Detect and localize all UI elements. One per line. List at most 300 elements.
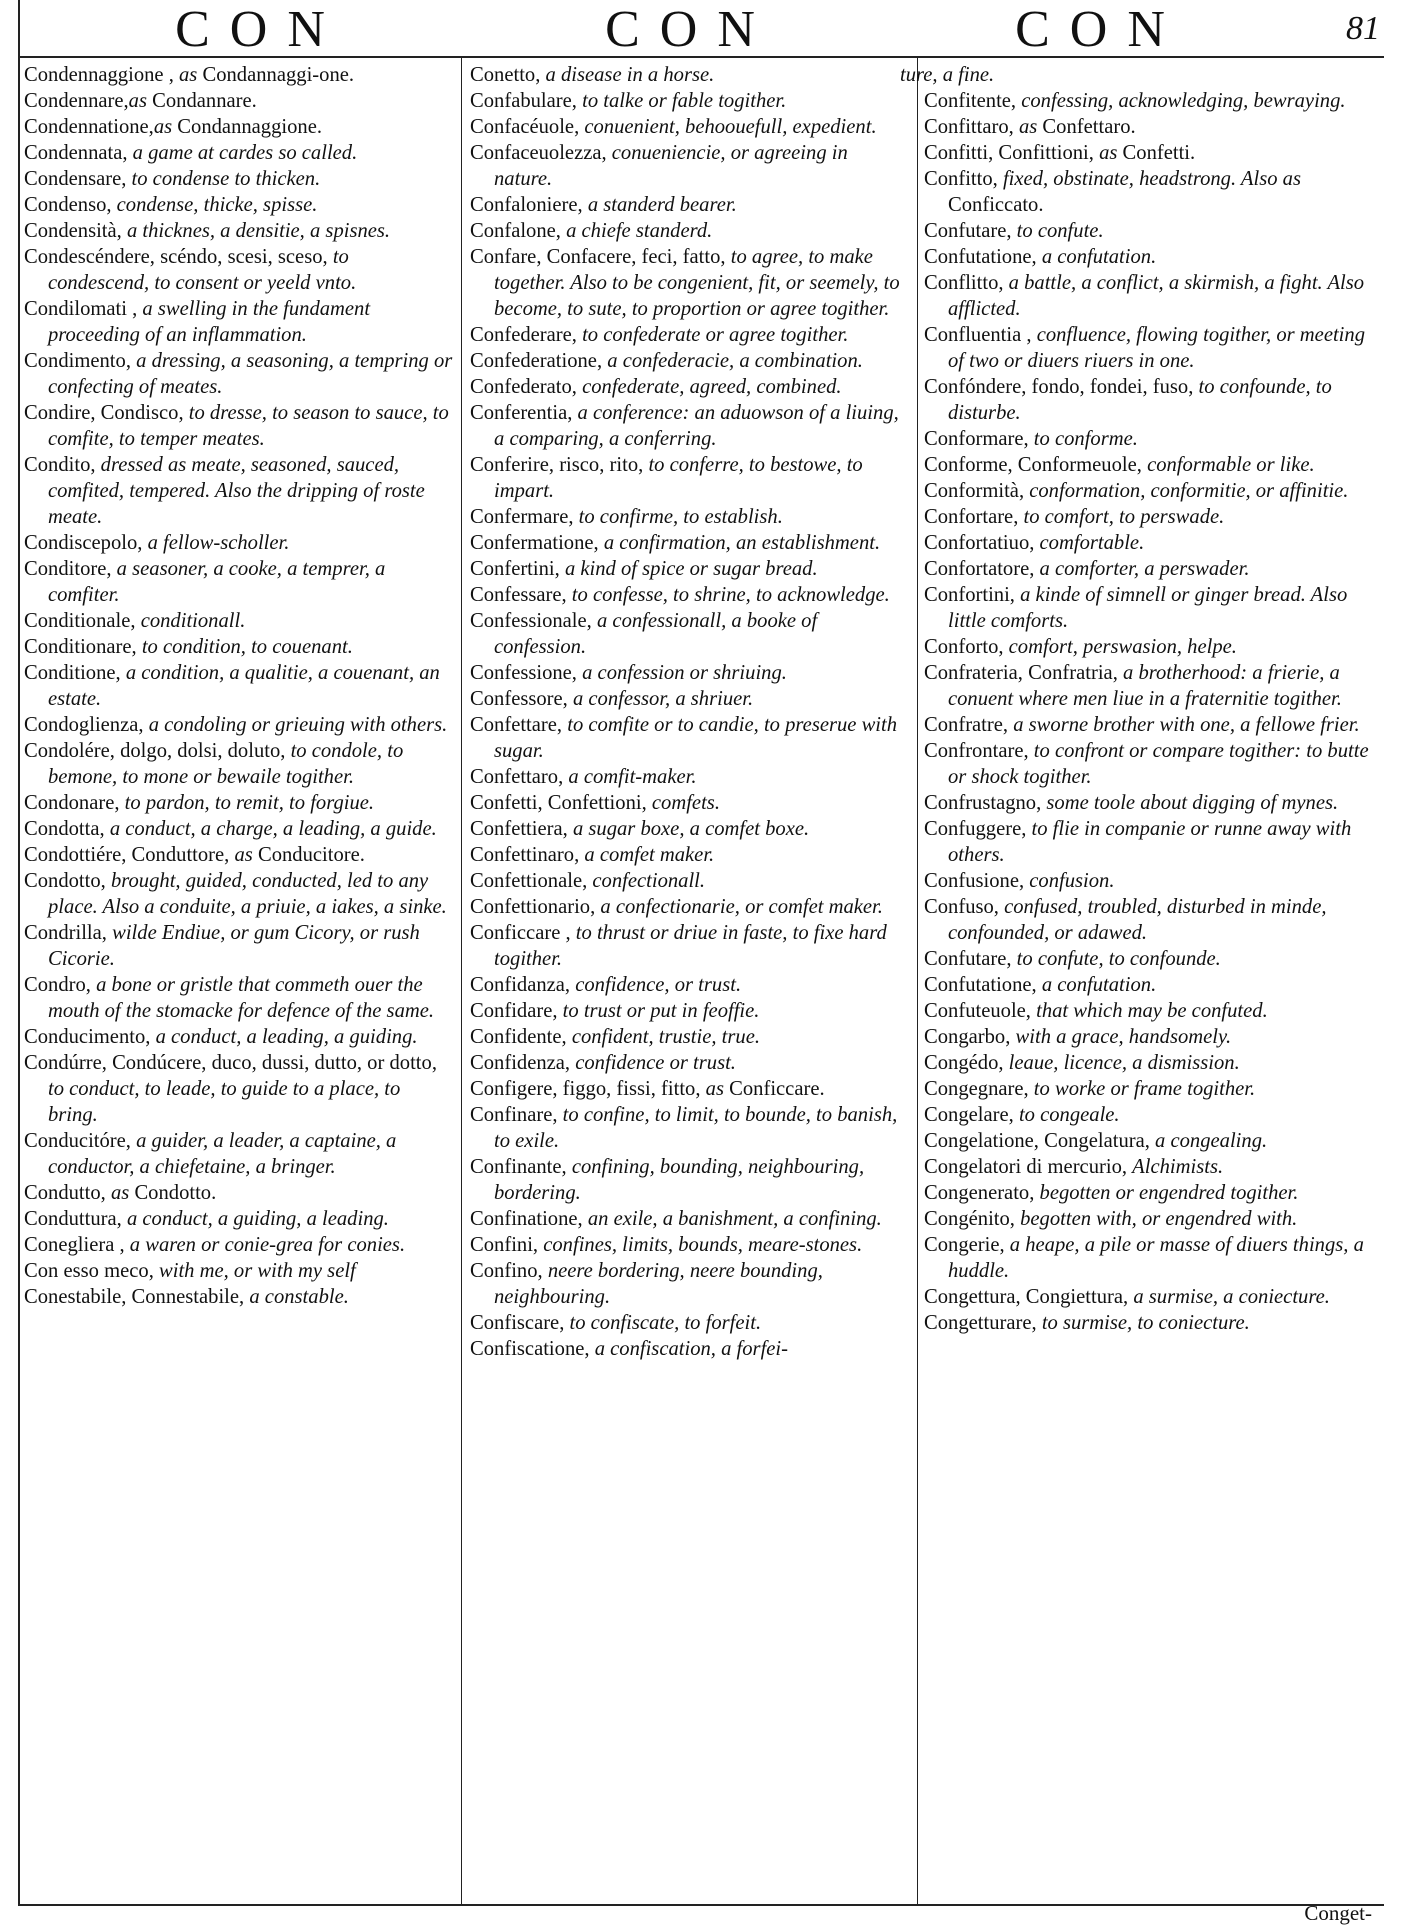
headword: Confettiera,: [470, 818, 573, 840]
headword: Conferentia,: [470, 402, 578, 424]
headword: Condensità,: [24, 220, 127, 242]
column-1: [24, 62, 454, 1310]
headword: Confermatione,: [470, 532, 604, 554]
definition: a surmise, a coniecture.: [1133, 1286, 1330, 1308]
dictionary-entry: [470, 504, 910, 530]
headword: Confidanza,: [470, 974, 576, 996]
dictionary-entry: [924, 114, 1376, 140]
definition: a thicknes, a densitie, a spisnes.: [126, 220, 391, 242]
dictionary-entry: [924, 1050, 1376, 1076]
definition: a disease in a horse.: [545, 64, 715, 86]
definition: a condition, a qualitie, a couenant, an estate.: [48, 662, 440, 710]
headword: Conformare,: [924, 428, 1034, 450]
headword: Congelare,: [924, 1104, 1019, 1126]
definition: a sworne brother with one, a fellowe frier.: [1013, 714, 1360, 736]
headword: Conducitóre,: [24, 1130, 137, 1152]
dictionary-entry: [924, 1310, 1376, 1336]
dictionary-entry: [470, 764, 910, 790]
headword: Confertini,: [470, 558, 565, 580]
definition: a comfit-maker.: [568, 766, 697, 788]
dictionary-entry: [470, 192, 910, 218]
definition: a kinde of simnell or ginger bread. Also little comforts.: [948, 584, 1348, 632]
definition: a confessor, a shriuer.: [572, 688, 754, 710]
headword: Conforme, Conformeuole,: [924, 454, 1148, 476]
headword: Confermare,: [470, 506, 579, 528]
headword: Confinante,: [470, 1156, 572, 1178]
column-divider-1: [461, 58, 462, 1904]
dictionary-entry: [470, 1102, 910, 1154]
definition: a fellow-scholler.: [147, 532, 290, 554]
dictionary-entry: [470, 62, 910, 88]
dictionary-entry: [24, 1128, 454, 1180]
dictionary-entry: [470, 998, 910, 1024]
definition: to comfort, to perswade.: [1023, 506, 1225, 528]
definition: to confounde, to disturbe.: [948, 376, 1332, 424]
dictionary-entry: [470, 114, 910, 140]
headword: Condito,: [24, 454, 101, 476]
definition: a confederacie, a combination.: [607, 350, 863, 372]
definition: as: [110, 1182, 135, 1204]
definition: comfets.: [651, 792, 720, 814]
headword: Confitto,: [924, 168, 1003, 190]
headword: Confabulare,: [470, 90, 583, 112]
dictionary-entry: [470, 660, 910, 686]
dictionary-entry: [470, 556, 910, 582]
definition: to confute, to confounde.: [1016, 948, 1221, 970]
headword: Confiscare,: [470, 1312, 570, 1334]
dictionary-entry: [24, 166, 454, 192]
headword: Conflitto,: [924, 272, 1009, 294]
dictionary-entry: [24, 1206, 454, 1232]
headword: Confinatione,: [470, 1208, 588, 1230]
running-head-right: CON: [1015, 1, 1185, 58]
definition: comfort, perswasion, helpe.: [1008, 636, 1237, 658]
dictionary-entry: [924, 218, 1376, 244]
headword: Condimento,: [24, 350, 137, 372]
dictionary-entry: [470, 920, 910, 972]
headword: Confacéuole,: [470, 116, 585, 138]
definition: ture, a fine.: [900, 64, 995, 86]
cross-reference: Condannaggi-one.: [202, 64, 355, 86]
dictionary-entry: [24, 712, 454, 738]
definition: to conduct, to leade, to guide to a place, to bring.: [48, 1078, 401, 1126]
cross-reference: Confettaro.: [1042, 116, 1136, 138]
headword: Confettinaro,: [470, 844, 585, 866]
definition: confused, troubled, disturbed in minde, confounded, or adawed.: [948, 896, 1327, 944]
dictionary-entry: [470, 1310, 910, 1336]
dictionary-entry: [24, 556, 454, 608]
dictionary-entry: [924, 504, 1376, 530]
dictionary-entry: [470, 374, 910, 400]
dictionary-entry: [924, 556, 1376, 582]
dictionary-entry: [924, 790, 1376, 816]
definition: to confiscate, to forfeit.: [569, 1312, 762, 1334]
dictionary-entry: [924, 738, 1376, 790]
headword: Confare, Confacere, feci, fatto,: [470, 246, 731, 268]
dictionary-entry: [24, 218, 454, 244]
definition: begotten or engendred togither.: [1039, 1182, 1299, 1204]
definition: a kind of spice or sugar bread.: [564, 558, 818, 580]
definition: a confession or shriuing.: [582, 662, 787, 684]
headword: Conditionale,: [24, 610, 141, 632]
definition: a constable.: [249, 1286, 349, 1308]
headword: Confortatore,: [924, 558, 1040, 580]
dictionary-entry: [924, 166, 1376, 218]
headword: Conetto,: [470, 64, 546, 86]
definition: a heape, a pile or masse of diuers things, a huddle.: [948, 1234, 1364, 1282]
dictionary-entry: [470, 608, 910, 660]
definition: a comforter, a perswader.: [1039, 558, 1250, 580]
definition: as: [234, 844, 258, 866]
definition: to surmise, to coniecture.: [1041, 1312, 1250, 1334]
headword: Confitti, Confittioni,: [924, 142, 1100, 164]
headword: Conditione,: [24, 662, 126, 684]
headword: Condonare,: [24, 792, 125, 814]
headword: Condúrre, Condúcere, duco, dussi, dutto, or dotto,: [24, 1052, 437, 1074]
definition: an exile, a banishment, a confining.: [587, 1208, 882, 1230]
headword: Confortini,: [924, 584, 1021, 606]
headword: Confutatione,: [924, 974, 1042, 996]
headword: Conformità,: [924, 480, 1030, 502]
definition: a sugar boxe, a comfet boxe.: [572, 818, 810, 840]
headword: Condoglienza,: [24, 714, 149, 736]
dictionary-entry: [924, 712, 1376, 738]
definition: to confine, to limit, to bounde, to banish, to exile.: [494, 1104, 898, 1152]
running-head-center: CON: [605, 1, 775, 58]
headword: Condennatione,: [24, 116, 154, 138]
dictionary-entry: [924, 946, 1376, 972]
definition: as: [705, 1078, 730, 1100]
dictionary-entry: [924, 452, 1376, 478]
headword: Confidenza,: [470, 1052, 576, 1074]
dictionary-entry: [924, 1180, 1376, 1206]
definition: some toole about digging of mynes.: [1046, 792, 1339, 814]
definition: confident, trustie, true.: [571, 1026, 760, 1048]
dictionary-entry: [24, 790, 454, 816]
headword: Confidare,: [470, 1000, 563, 1022]
dictionary-entry: [24, 1024, 454, 1050]
definition: a confessionall, a booke of confession.: [494, 610, 818, 658]
headword: Confessare,: [470, 584, 572, 606]
definition: confederate, agreed, combined.: [582, 376, 842, 398]
definition: to agree, to make together. Also to be congenient, fit, or seemely, to become, to sute, to proportion or agree togither.: [494, 246, 900, 320]
dictionary-entry: [24, 296, 454, 348]
dictionary-entry: [24, 530, 454, 556]
dictionary-entry: [24, 1050, 454, 1128]
headword: Confessione,: [470, 662, 583, 684]
dictionary-entry: [24, 192, 454, 218]
headword: Confini,: [470, 1234, 544, 1256]
headword: Confederato,: [470, 376, 583, 398]
dictionary-entry: [24, 348, 454, 400]
definition: conditionall.: [140, 610, 246, 632]
dictionary-entry: [470, 1076, 910, 1102]
headword: Condolére, dolgo, dolsi, doluto,: [24, 740, 291, 762]
headword: Condire, Condisco,: [24, 402, 189, 424]
definition: to comfite or to candie, to preserue with sugar.: [494, 714, 898, 762]
dictionary-entry: [470, 686, 910, 712]
definition: a congealing.: [1155, 1130, 1268, 1152]
dictionary-entry: [470, 894, 910, 920]
definition: as: [153, 116, 178, 138]
definition: conueniencie, or agreeing in nature.: [494, 142, 848, 190]
dictionary-entry: [470, 1050, 910, 1076]
page-number: 81: [1346, 10, 1380, 47]
headword: Confrateria, Confratria,: [924, 662, 1123, 684]
definition: confectionall.: [592, 870, 706, 892]
headword: Conforto,: [924, 636, 1009, 658]
definition: a conference: an aduowson of a liuing, a comparing, a conferring.: [494, 402, 899, 450]
definition: to confute.: [1016, 220, 1104, 242]
definition: leaue, licence, a dismission.: [1008, 1052, 1240, 1074]
headword: Congegnare,: [924, 1078, 1034, 1100]
headword: Confluentia ,: [924, 324, 1037, 346]
definition: comfortable.: [1039, 532, 1145, 554]
headword: Confettionale,: [470, 870, 593, 892]
dictionary-entry: [924, 634, 1376, 660]
dictionary-entry: [924, 582, 1376, 634]
headword: Congetturare,: [924, 1312, 1042, 1334]
dictionary-entry: [24, 1284, 454, 1310]
definition: a condoling or grieuing with others.: [148, 714, 448, 736]
dictionary-entry: [470, 868, 910, 894]
headword: Confrustagno,: [924, 792, 1047, 814]
headword: Condennare,: [24, 90, 129, 112]
definition: wilde Endiue, or gum Cicory, or rush Cicorie.: [48, 922, 420, 970]
dictionary-entry: [24, 140, 454, 166]
dictionary-entry: [470, 244, 910, 322]
dictionary-entry: [470, 972, 910, 998]
footer-rule: [18, 1904, 1384, 1906]
definition: to condole, to bemone, to mone or bewaile togither.: [48, 740, 404, 788]
dictionary-entry: [924, 894, 1376, 946]
headword: Confiscatione,: [470, 1338, 595, 1360]
headword: Condilomati ,: [24, 298, 143, 320]
dictionary-entry: [924, 998, 1376, 1024]
dictionary-entry: [24, 1258, 454, 1284]
dictionary-entry: [470, 530, 910, 556]
definition: begotten with, or engendred with.: [1020, 1208, 1298, 1230]
dictionary-entry: [470, 88, 910, 114]
column-3: [900, 62, 1376, 1336]
dictionary-entry: [924, 1232, 1376, 1284]
definition: to condense to thicken.: [131, 168, 321, 190]
definition: to talke or fable togither.: [582, 90, 787, 112]
headword: Congénito,: [924, 1208, 1021, 1230]
definition: to dresse, to season to sauce, to comfite, to temper meates.: [48, 402, 449, 450]
definition: as: [1099, 142, 1123, 164]
dictionary-entry: [924, 1284, 1376, 1310]
definition: a confutation.: [1041, 974, 1157, 996]
dictionary-entry: [24, 608, 454, 634]
headword: Congerie,: [924, 1234, 1010, 1256]
definition: a chiefe standerd.: [566, 220, 713, 242]
definition: a conduct, a guiding, a leading.: [126, 1208, 389, 1230]
headword: Conditore,: [24, 558, 117, 580]
headword: Confortatiuo,: [924, 532, 1040, 554]
dictionary-entry: [24, 634, 454, 660]
dictionary-entry: [924, 88, 1376, 114]
definition: as: [1018, 116, 1043, 138]
headword: Confortare,: [924, 506, 1024, 528]
cross-reference: Condannaggione.: [177, 116, 322, 138]
dictionary-entry: [924, 530, 1376, 556]
definition: fixed, obstinate, headstrong. Also as: [1002, 168, 1301, 190]
definition: to pardon, to remit, to forgiue.: [124, 792, 375, 814]
dictionary-entry: [924, 374, 1376, 426]
headword: Confettaro,: [470, 766, 569, 788]
headword: Confalone,: [470, 220, 567, 242]
definition: to conferre, to bestowe, to impart.: [494, 454, 863, 502]
dictionary-entry: [470, 1258, 910, 1310]
headword: Condensare,: [24, 168, 132, 190]
cross-reference: Conducitore.: [257, 844, 365, 866]
cross-reference: Conficcato.: [948, 194, 1044, 216]
definition: to worke or frame togither.: [1033, 1078, 1256, 1100]
definition: a battle, a conflict, a skirmish, a fight. Also afflicted.: [948, 272, 1365, 320]
definition: to confesse, to shrine, to acknowledge.: [571, 584, 890, 606]
headword: Confaloniere,: [470, 194, 588, 216]
dictionary-entry: [24, 842, 454, 868]
definition: with a grace, handsomely.: [1015, 1026, 1232, 1048]
dictionary-entry: [470, 1232, 910, 1258]
dictionary-entry: [470, 1206, 910, 1232]
cross-reference: Confetti.: [1122, 142, 1196, 164]
headword: Confrontare,: [924, 740, 1034, 762]
definition: a dressing, a seasoning, a tempring or confecting of meates.: [48, 350, 453, 398]
definition: a conduct, a leading, a guiding.: [155, 1026, 418, 1048]
headword: Confittaro,: [924, 116, 1019, 138]
dictionary-entry: [470, 218, 910, 244]
definition: to trust or put in feoffie.: [562, 1000, 760, 1022]
definition: to confront or compare togither: to butte or shock togither.: [948, 740, 1369, 788]
definition: to conforme.: [1033, 428, 1138, 450]
headword: Condennaggione ,: [24, 64, 179, 86]
headword: Confaceuolezza,: [470, 142, 612, 164]
definition: conformable or like.: [1147, 454, 1315, 476]
dictionary-entry: [470, 1154, 910, 1206]
headword: Configere, figgo, fissi, fitto,: [470, 1078, 706, 1100]
column-2: [470, 62, 910, 1362]
dictionary-entry: [24, 816, 454, 842]
running-head-left: CON: [175, 1, 345, 58]
dictionary-entry: [470, 712, 910, 764]
column-divider-2: [917, 58, 918, 1904]
dictionary-entry: [470, 790, 910, 816]
headword: Confederare,: [470, 324, 583, 346]
headword: Condennata,: [24, 142, 133, 164]
dictionary-entry: [24, 920, 454, 972]
definition: that which may be confuted.: [1036, 1000, 1268, 1022]
dictionary-entry: [24, 400, 454, 452]
headword: Confutatione,: [924, 246, 1042, 268]
definition: confines, limits, bounds, meare-stones.: [543, 1234, 863, 1256]
dictionary-entry: [924, 972, 1376, 998]
headword: Confettionario,: [470, 896, 601, 918]
definition: to condition, to couenant.: [141, 636, 353, 658]
definition: condense, thicke, spisse.: [116, 194, 318, 216]
definition: as: [128, 90, 153, 112]
dictionary-entry: [924, 1102, 1376, 1128]
definition: a brotherhood: a frierie, a conuent where men liue in a fraternitie togither.: [948, 662, 1342, 710]
definition: confidence, or trust.: [575, 974, 742, 996]
dictionary-entry: [470, 452, 910, 504]
headword: Confuso,: [924, 896, 1005, 918]
cross-reference: Condotto.: [134, 1182, 217, 1204]
dictionary-entry: [24, 88, 454, 114]
dictionary-entry: [924, 1024, 1376, 1050]
headword: Condiscepolo,: [24, 532, 148, 554]
definition: confessing, acknowledging, bewraying.: [1021, 90, 1346, 112]
dictionary-entry: [470, 816, 910, 842]
headword: Confino,: [470, 1260, 548, 1282]
definition: brought, guided, conducted, led to any place. Also a conduite, a priuie, a iakes, a sinke.: [48, 870, 447, 918]
dictionary-entry: [924, 426, 1376, 452]
headword: Confratre,: [924, 714, 1014, 736]
headword: Conduttura,: [24, 1208, 127, 1230]
dictionary-entry: [924, 270, 1376, 322]
definition: confusion.: [1029, 870, 1115, 892]
dictionary-entry: [24, 972, 454, 1024]
headword: Congettura, Congiettura,: [924, 1286, 1134, 1308]
dictionary-entry: [924, 140, 1376, 166]
definition: a confirmation, an establishment.: [603, 532, 881, 554]
dictionary-entry: [24, 738, 454, 790]
dictionary-entry: [24, 1180, 454, 1206]
dictionary-entry: [900, 62, 1376, 88]
headword: Conferire, risco, rito,: [470, 454, 649, 476]
dictionary-entry: [924, 322, 1376, 374]
definition: to confirme, to establish.: [578, 506, 783, 528]
headword: Conducimento,: [24, 1026, 156, 1048]
dictionary-entry: [470, 400, 910, 452]
definition: confining, bounding, neighbouring, bordering.: [494, 1156, 865, 1204]
headword: Conficcare ,: [470, 922, 576, 944]
definition: conformation, conformitie, or affinitie.: [1029, 480, 1349, 502]
headword: Confuteuole,: [924, 1000, 1037, 1022]
headword: Congelatori di mercurio,: [924, 1156, 1133, 1178]
dictionary-entry: [924, 1206, 1376, 1232]
headword: Confetti, Confettioni,: [470, 792, 652, 814]
definition: confidence or trust.: [575, 1052, 736, 1074]
definition: to congeale.: [1018, 1104, 1120, 1126]
definition: a bone or gristle that commeth ouer the mouth of the stomacke for defence of the same.: [48, 974, 435, 1022]
dictionary-entry: [24, 660, 454, 712]
headword: Condenso,: [24, 194, 117, 216]
definition: a swelling in the fundament proceeding of an inflammation.: [48, 298, 371, 346]
definition: dressed as meate, seasoned, sauced, comfited, tempered. Also the dripping of roste meate.: [48, 454, 425, 528]
definition: Alchimists.: [1132, 1156, 1224, 1178]
headword: Confóndere, fondo, fondei, fuso,: [924, 376, 1199, 398]
dictionary-entry: [924, 478, 1376, 504]
definition: a comfet maker.: [584, 844, 715, 866]
dictionary-entry: [470, 1336, 910, 1362]
headword: Condescéndere, scéndo, scesi, sceso,: [24, 246, 333, 268]
dictionary-entry: [24, 1232, 454, 1258]
headword: Congarbo,: [924, 1026, 1016, 1048]
dictionary-entry: [470, 1024, 910, 1050]
dictionary-entry: [924, 816, 1376, 868]
headword: Confessionale,: [470, 610, 597, 632]
headword: Conegliera ,: [24, 1234, 130, 1256]
dictionary-entry: [470, 842, 910, 868]
dictionary-entry: [24, 452, 454, 530]
headword: Confidente,: [470, 1026, 572, 1048]
headword: Confitente,: [924, 90, 1022, 112]
definition: to confederate or agree togither.: [582, 324, 849, 346]
headword: Condrilla,: [24, 922, 113, 944]
definition: a conduct, a charge, a leading, a guide.: [109, 818, 437, 840]
